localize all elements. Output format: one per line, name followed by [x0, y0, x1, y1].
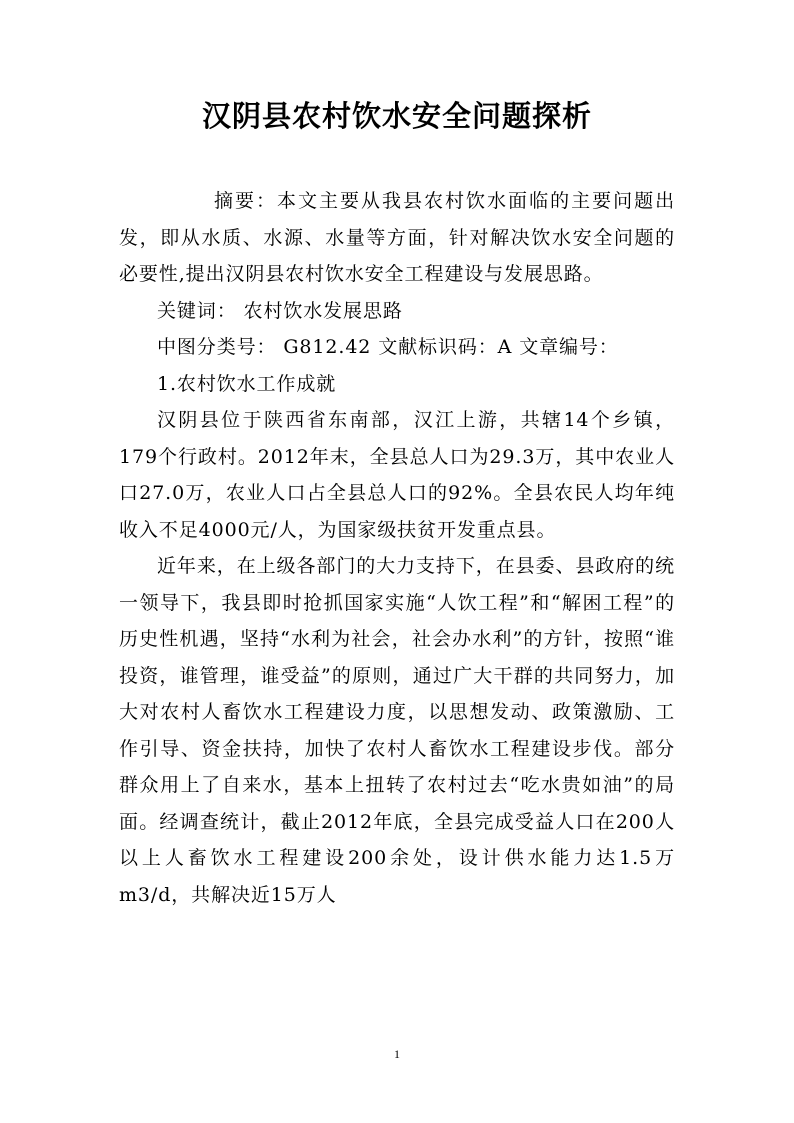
page-number: 1: [394, 1047, 400, 1061]
classification-line: 中图分类号： G812.42 文献标识码：A 文章编号：: [157, 336, 619, 358]
keywords-line: 关键词： 农村饮水发展思路: [157, 299, 403, 322]
abstract-paragraph: 摘要：本文主要从我县农村饮水面临的主要问题出发，即从水质、水源、水量等方面，针对解决饮水安全问题的必要性,提出汉阴县农村饮水安全工程建设与发展思路。: [119, 190, 675, 285]
document-title: 汉阴县农村饮水安全问题探析: [201, 99, 592, 133]
body-paragraph: 汉阴县位于陕西省东南部，汉江上游，共辖14个乡镇，179个行政村。2012年末，全县总人口为29.3万，其中农业人口27.0万，农业人口占全县总人口的92%。全县农民人均年纯收入不足4000元/人，为国家级扶贫开发重点县。: [119, 409, 675, 541]
body-paragraph: 近年来，在上级各部门的大力支持下，在县委、县政府的统一领导下，我县即时抢抓国家实施“人饮工程”和“解困工程”的历史性机遇，坚持“水利为社会，社会办水利”的方针，按照“谁投资，谁管理，谁受益”的原则，通过广大干群的共同努力，加大对农村人畜饮水工程建设力度，以思想发动、政策激励、工作引导、资金扶持，加快了农村人畜饮水工程建设步伐。部分群众用上了自来水，基本上扭转了农村过去“吃水贵如油”的局面。经调查统计，截止2012年底，全县完成受益人口在200人以上人畜饮水工程建设200余处，设计供水能力达1.5万m3/d，共解决近15万人: [119, 555, 675, 906]
section-heading: 1.农村饮水工作成就: [157, 372, 337, 395]
document-body: [119, 183, 675, 913]
